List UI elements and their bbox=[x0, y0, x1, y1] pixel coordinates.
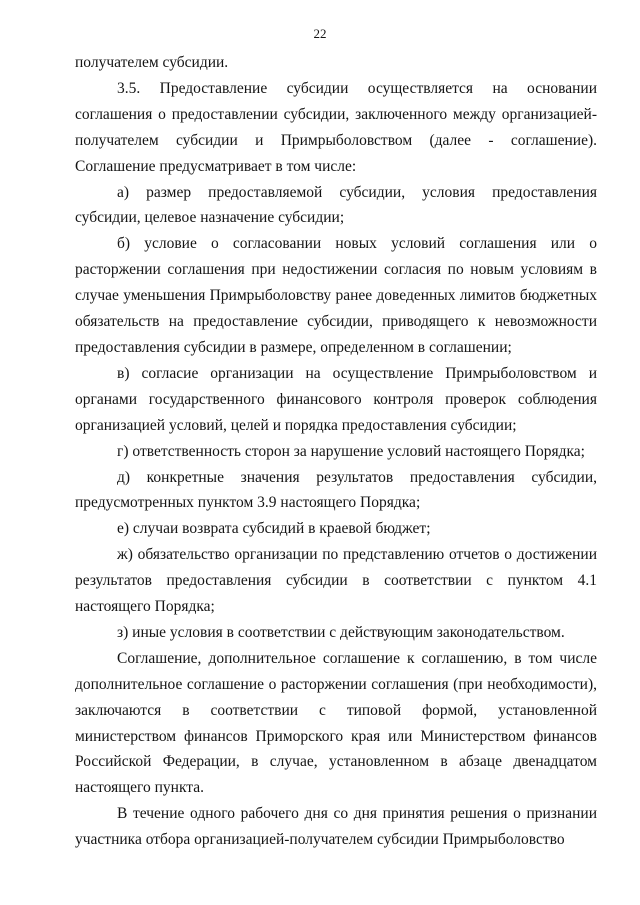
list-item-a: а) размер предоставляемой субсидии, условия предоставления субсидии, целевое назначение субсидии; bbox=[75, 183, 597, 227]
list-item-z: з) иные условия в соответствии с действующим законодательством. bbox=[117, 623, 565, 641]
list-item-v: в) согласие организации на осуществление Примрыболовством и органами государственного финансового контроля проверок соблюдения организацией условий, целей и порядка предоставления субсидии; bbox=[75, 364, 597, 434]
list-item-zh: ж) обязательство организации по представлению отчетов о достижении результатов предоставления субсидии в соответствии с пунктом 4.1 настоящего Порядка; bbox=[75, 546, 597, 616]
paragraph-3-5: 3.5. Предоставление субсидии осуществляется на основании соглашения о предоставлении субсидии, заключенного между организацией-получателем субсидии и Примрыболовством (далее - соглашение). Соглашение предусматривает в том числе: bbox=[75, 79, 597, 175]
list-item-e: е) случаи возврата субсидий в краевой бюджет; bbox=[117, 520, 431, 538]
paragraph-agreement-form: Соглашение, дополнительное соглашение к соглашению, в том числе дополнительное соглашение о расторжении соглашения (при необходимости), заключаются в соответствии с типовой формой, установленной министерством финансов Приморского края или Министерством финансов Российской Федерации, в случае, установленном в абзаце двенадцатом настоящего пункта. bbox=[75, 649, 597, 797]
document-body bbox=[75, 50, 597, 853]
list-item-g: г) ответственность сторон за нарушение условий настоящего Порядка; bbox=[117, 442, 585, 460]
list-item-b: б) условие о согласовании новых условий соглашения или о расторжении соглашения при недостижении согласия по новым условиям в случае уменьшения Примрыболовству ранее доведенных лимитов бюджетных обязательств на предоставление субсидии, приводящего к невозможности предоставления субсидии в размере, определенном в соглашении; bbox=[75, 235, 597, 356]
paragraph-within-one-day: В течение одного рабочего дня со дня принятия решения о признании участника отбора организацией-получателем субсидии Примрыболовство bbox=[75, 805, 597, 849]
page-number: 22 bbox=[313, 26, 327, 41]
list-item-d: д) конкретные значения результатов предоставления субсидии, предусмотренных пунктом 3.9 настоящего Порядка; bbox=[75, 468, 597, 512]
paragraph-continuation: получателем субсидии. bbox=[75, 54, 229, 71]
